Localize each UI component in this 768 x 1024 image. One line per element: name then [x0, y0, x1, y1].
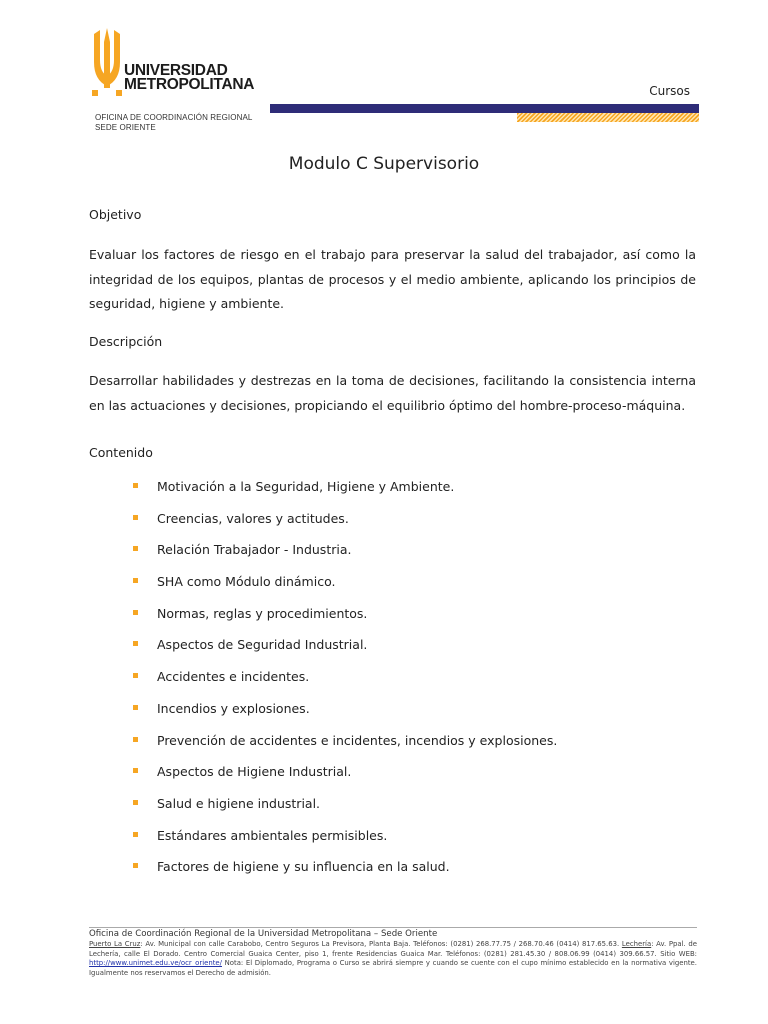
objective-heading: Objetivo [89, 207, 142, 222]
list-item [131, 541, 557, 573]
office-line1: OFICINA DE COORDINACIÓN REGIONAL [95, 113, 253, 122]
list-item [131, 700, 557, 732]
list-item-text: Relación Trabajador - Industria. [157, 542, 352, 558]
logo-name-line2: METROPOLITANA [124, 76, 255, 93]
bullet-icon [133, 705, 138, 710]
header-color-band [270, 104, 699, 122]
list-item-text: Motivación a la Seguridad, Higiene y Ambiente. [157, 479, 455, 494]
office-subtitle [95, 113, 252, 133]
bullet-icon [133, 768, 138, 773]
list-item [131, 732, 557, 764]
list-item-text: Salud e higiene industrial. [157, 795, 321, 811]
footer-puerto-text: : Av. Municipal con calle Carabobo, Centro Seguros La Previsora, Planta Baja. Teléfonos: (0281) 268.77.75 / 268.70.46 (0414) 817.65.63. [140, 940, 622, 948]
footer-note-text: Nota: El Diplomado, Programa o Curso se abrirá siempre y cuando se cuente con el cupo mínimo establecido en la normativa vigente. Igualmente nos reservamos el Derecho de admisión. [89, 959, 697, 977]
list-item-text: Factores de higiene y su influencia en la salud. [157, 859, 450, 875]
bullet-icon [133, 483, 138, 488]
bullet-icon [133, 737, 138, 742]
bullet-icon [133, 673, 138, 678]
list-item-text: Prevención de accidentes e incidentes, incendios y explosiones. [157, 732, 558, 748]
list-item [131, 636, 557, 668]
bullet-icon [133, 515, 138, 520]
footer-address [89, 940, 697, 978]
footer-org-line: Oficina de Coordinación Regional de la Universidad Metropolitana – Sede Oriente [89, 929, 438, 939]
list-item-text: Creencias, valores y actitudes. [157, 510, 349, 526]
objective-text: Evaluar los factores de riesgo en el trabajo para preservar la salud del trabajador, así como la integridad de los equipos, plantas de procesos y el medio ambiente, aplicando los principios de seguridad, higiene y ambiente. [89, 247, 696, 311]
footer-website-link[interactable]: http://www.unimet.edu.ve/ocr_oriente/ [89, 959, 222, 968]
bullet-icon [133, 578, 138, 583]
list-item-text: Estándares ambientales permisibles. [157, 827, 388, 843]
section-label: Cursos [649, 84, 690, 98]
description-text: Desarrollar habilidades y destrezas en la toma de decisiones, facilitando la consistencia interna en las actuaciones y decisiones, propiciando el equilibrio óptimo del hombre-proceso-máquina. [89, 373, 696, 413]
content-heading: Contenido [89, 445, 153, 460]
content-list [131, 478, 557, 890]
list-item [131, 668, 557, 700]
list-item-text: Aspectos de Seguridad Industrial. [157, 637, 368, 653]
bullet-icon [133, 641, 138, 646]
university-logo [90, 28, 270, 140]
list-item [131, 478, 557, 510]
header-band-blue [270, 104, 699, 113]
list-item [131, 510, 557, 542]
logo-name-line1: UNIVERSIDAD [124, 62, 228, 79]
list-item-text: Normas, reglas y procedimientos. [157, 605, 368, 621]
list-item [131, 605, 557, 637]
document-title: Modulo C Supervisorio [288, 154, 480, 174]
list-item [131, 827, 557, 859]
list-item [131, 795, 557, 827]
list-item-text: Aspectos de Higiene Industrial. [157, 764, 352, 780]
list-item-text: Accidentes e incidentes. [157, 669, 310, 685]
bullet-icon [133, 546, 138, 551]
bullet-icon [133, 800, 138, 805]
header-band-orange [517, 113, 699, 122]
bullet-icon [133, 832, 138, 837]
list-item [131, 763, 557, 795]
bullet-icon [133, 610, 138, 615]
list-item-text: Incendios y explosiones. [157, 700, 310, 716]
logo-wordmark [124, 64, 254, 92]
footer-lecheria-text: : Av. Ppal. de Lechería, calle El Dorado. Centro Comercial Guaica Center, piso 1, frente Residencias Guaica Mar. Teléfonos: (0281) 281.45.30 / 808.06.99 (0414) 309.66.57. Sitio WEB: [89, 940, 698, 958]
footer-lecheria-label: Lechería [621, 940, 652, 948]
logo-emblem-icon [90, 28, 124, 98]
office-line2: SEDE ORIENTE [95, 123, 156, 132]
footer-puerto-label: Puerto La Cruz [89, 940, 141, 948]
footer-divider [89, 927, 697, 928]
list-item-text: SHA como Módulo dinámico. [157, 574, 336, 590]
description-heading: Descripción [89, 334, 163, 349]
bullet-icon [133, 863, 138, 868]
list-item [131, 573, 557, 605]
list-item [131, 858, 557, 890]
